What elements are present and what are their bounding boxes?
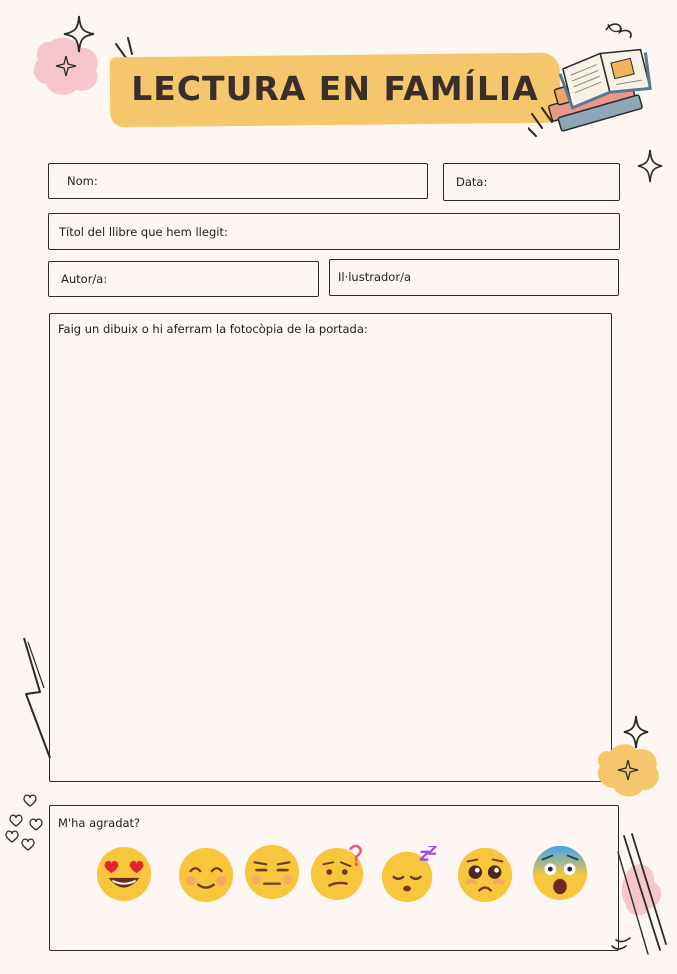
lightning-icon xyxy=(18,636,58,762)
agradat-label: M'ha agradat? xyxy=(58,816,141,830)
autor-field[interactable] xyxy=(48,261,319,297)
shocked-emoji-icon[interactable] xyxy=(531,844,589,902)
unamused-emoji-icon[interactable] xyxy=(243,843,301,901)
pleading-emoji-icon[interactable] xyxy=(456,846,514,904)
illustrador-label: Il·lustrador/a xyxy=(338,270,411,284)
nom-field[interactable] xyxy=(48,163,428,199)
drawing-area[interactable] xyxy=(49,313,612,782)
data-field[interactable] xyxy=(443,163,620,201)
page-title: LECTURA EN FAMÍLIA xyxy=(131,69,539,108)
hearts-icon xyxy=(2,790,46,860)
autor-label: Autor/a: xyxy=(61,272,108,286)
sleepy-emoji-icon[interactable] xyxy=(380,846,438,904)
titol-field[interactable] xyxy=(48,213,620,250)
heart-eyes-emoji-icon[interactable] xyxy=(95,845,153,903)
smiling-emoji-icon[interactable] xyxy=(177,846,235,904)
books-icon xyxy=(528,18,658,138)
sparkle-icon xyxy=(62,14,96,54)
titol-label: Títol del llibre que hem llegit: xyxy=(59,225,228,239)
yellow-blob-decoration-icon xyxy=(592,712,664,800)
nom-label: Nom: xyxy=(67,174,98,188)
illustrador-field[interactable] xyxy=(329,259,619,296)
confused-emoji-icon[interactable] xyxy=(308,843,366,901)
swirl-icon xyxy=(608,926,638,954)
data-label: Data: xyxy=(456,175,488,189)
dibuix-label: Faig un dibuix o hi aferram la fotocòpia de la portada: xyxy=(58,322,368,336)
sparkle-icon xyxy=(636,148,664,184)
